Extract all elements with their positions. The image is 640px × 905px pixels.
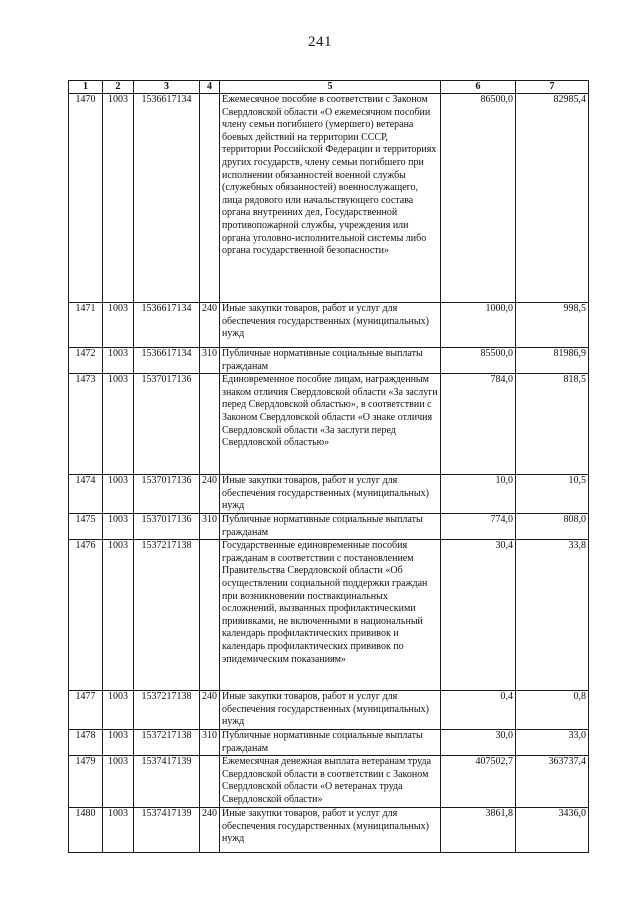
target-article-cell: 1537017136 — [134, 513, 200, 539]
amount-col7-value: 998,5 — [563, 303, 586, 314]
amount-col6-value: 774,0 — [490, 513, 513, 525]
row-number-cell: 1477 — [69, 691, 103, 730]
table-row — [69, 303, 589, 348]
amount-col7-cell — [516, 303, 589, 348]
expense-type-cell: 310 — [200, 348, 220, 374]
section-code-cell: 1003 — [103, 475, 134, 514]
amount-col6-value: 10,0 — [495, 475, 513, 487]
amount-col7-value: 3436,0 — [558, 808, 586, 820]
expense-type-cell — [200, 540, 220, 691]
amount-col7-cell — [516, 94, 589, 303]
amount-col7-value: 33,8 — [568, 540, 586, 552]
amount-col7-value: 363737,4 — [548, 756, 586, 768]
section-code-cell: 1003 — [103, 540, 134, 691]
section-code-cell: 1003 — [103, 808, 134, 853]
target-article-cell: 1537217138 — [134, 540, 200, 691]
header-row — [69, 81, 589, 94]
expense-type-cell — [200, 94, 220, 303]
description-cell: Ежемесячная денежная выплата ветеранам труда Свердловской области в соответствии с Законом Свердловской области «О ветеранах труда Свердловской области» — [220, 756, 441, 808]
amount-col6-value: 407502,7 — [475, 756, 513, 768]
expense-type-cell — [200, 374, 220, 475]
amount-col6-value: 784,0 — [490, 374, 513, 386]
target-article-cell: 1536617134 — [134, 94, 200, 303]
row-number-cell: 1479 — [69, 756, 103, 808]
amount-col6-cell — [441, 94, 516, 303]
amount-col6-value: 86500,0 — [480, 94, 513, 105]
table-row — [69, 374, 589, 475]
table-row — [69, 513, 589, 539]
table-row — [69, 540, 589, 691]
table-row — [69, 348, 589, 374]
target-article-cell: 1536617134 — [134, 348, 200, 374]
header-cell: 5 — [220, 81, 441, 94]
amount-col6-value: 1000,0 — [485, 303, 513, 314]
description-cell: Публичные нормативные социальные выплаты гражданам — [220, 348, 441, 374]
description-cell: Иные закупки товаров, работ и услуг для обеспечения государственных (муниципальных) нужд — [220, 475, 441, 514]
amount-col6-cell — [441, 756, 516, 808]
budget-table — [68, 80, 589, 853]
table-row — [69, 756, 589, 808]
amount-col7-value: 0,8 — [573, 691, 586, 703]
description-cell: Публичные нормативные социальные выплаты гражданам — [220, 513, 441, 539]
amount-col6-cell — [441, 513, 516, 539]
expense-type-cell: 240 — [200, 303, 220, 348]
amount-col6-value: 0,4 — [500, 691, 513, 703]
target-article-cell: 1536617134 — [134, 303, 200, 348]
amount-col6-value: 85500,0 — [480, 348, 513, 359]
target-article-cell: 1537217138 — [134, 691, 200, 730]
amount-col7-value: 818,5 — [563, 374, 586, 386]
amount-col7-cell — [516, 756, 589, 808]
amount-col6-cell — [441, 303, 516, 348]
section-code-cell: 1003 — [103, 691, 134, 730]
amount-col7-cell — [516, 808, 589, 853]
header-cell: 4 — [200, 81, 220, 94]
amount-col6-value: 30,4 — [495, 540, 513, 552]
section-code-cell: 1003 — [103, 756, 134, 808]
amount-col6-cell — [441, 374, 516, 475]
amount-col6-value: 30,0 — [495, 729, 513, 741]
amount-col6-cell — [441, 808, 516, 853]
amount-col6-value: 3861,8 — [485, 808, 513, 820]
amount-col6-cell — [441, 348, 516, 374]
section-code-cell: 1003 — [103, 729, 134, 755]
section-code-cell: 1003 — [103, 303, 134, 348]
amount-col7-cell — [516, 475, 589, 514]
amount-col7-value: 808,0 — [563, 513, 586, 525]
amount-col6-cell — [441, 475, 516, 514]
amount-col7-cell — [516, 540, 589, 691]
expense-type-cell — [200, 756, 220, 808]
expense-type-cell: 240 — [200, 808, 220, 853]
table-row — [69, 808, 589, 853]
section-code-cell: 1003 — [103, 513, 134, 539]
description-cell: Государственные единовременные пособия гражданам в соответствии с постановлением Правительства Свердловской области «Об осуществлении социальной поддержки граждан при возникновении поствакцинальных осложнений, вызванных профилактическими прививками, не включенными в национальный календарь профилактических прививок и календарь профилактических прививок по эпидемическим показаниям» — [220, 540, 441, 691]
section-code-cell: 1003 — [103, 94, 134, 303]
description-cell: Ежемесячное пособие в соответствии с Законом Свердловской области «О ежемесячном пособии члену семьи погибшего (умершего) ветерана боевых действий на территории СССР, территории Российской Федерации и территориях других государств, члену семьи погибшего при исполнении обязанностей военной службы (служебных обязанностей) военнослужащего, лица рядового или начальствующего состава органа внутренних дел, Государственной противопожарной службы, учреждения или органа уголовно-исполнительной системы либо органа государственной безопасности» — [220, 94, 441, 303]
expense-type-cell: 310 — [200, 729, 220, 755]
expense-type-cell: 240 — [200, 691, 220, 730]
row-number-cell: 1478 — [69, 729, 103, 755]
amount-col7-value: 10,5 — [568, 475, 586, 487]
amount-col6-cell — [441, 691, 516, 730]
table-row — [69, 94, 589, 303]
header-cell: 2 — [103, 81, 134, 94]
row-number-cell: 1480 — [69, 808, 103, 853]
expense-type-cell: 240 — [200, 475, 220, 514]
amount-col7-cell — [516, 374, 589, 475]
amount-col7-cell — [516, 513, 589, 539]
row-number-cell: 1475 — [69, 513, 103, 539]
header-cell: 3 — [134, 81, 200, 94]
section-code-cell: 1003 — [103, 374, 134, 475]
amount-col7-cell — [516, 348, 589, 374]
row-number-cell: 1473 — [69, 374, 103, 475]
table-row — [69, 729, 589, 755]
amount-col6-cell — [441, 729, 516, 755]
row-number-cell: 1476 — [69, 540, 103, 691]
description-cell: Публичные нормативные социальные выплаты гражданам — [220, 729, 441, 755]
amount-col7-value: 81986,9 — [553, 348, 586, 359]
description-cell: Иные закупки товаров, работ и услуг для обеспечения государственных (муниципальных) нужд — [220, 691, 441, 730]
header-cell: 6 — [441, 81, 516, 94]
table-row — [69, 691, 589, 730]
amount-col7-cell — [516, 691, 589, 730]
amount-col7-value: 82985,4 — [553, 94, 586, 105]
row-number-cell: 1471 — [69, 303, 103, 348]
target-article-cell: 1537217138 — [134, 729, 200, 755]
target-article-cell: 1537417139 — [134, 756, 200, 808]
expense-type-cell: 310 — [200, 513, 220, 539]
row-number-cell: 1470 — [69, 94, 103, 303]
amount-col7-cell — [516, 729, 589, 755]
target-article-cell: 1537017136 — [134, 374, 200, 475]
page-number: 241 — [308, 34, 332, 50]
row-number-cell: 1472 — [69, 348, 103, 374]
header-cell: 7 — [516, 81, 589, 94]
amount-col6-cell — [441, 540, 516, 691]
table-row — [69, 475, 589, 514]
amount-col7-value: 33,0 — [568, 729, 586, 741]
target-article-cell: 1537417139 — [134, 808, 200, 853]
description-cell: Иные закупки товаров, работ и услуг для обеспечения государственных (муниципальных) нужд — [220, 303, 441, 348]
description-cell: Иные закупки товаров, работ и услуг для обеспечения государственных (муниципальных) нужд — [220, 808, 441, 853]
description-cell: Единовременное пособие лицам, награжденным знаком отличия Свердловской области «За заслуги перед Свердловской областью», в соответствии с Законом Свердловской области «О знаке отличия Свердловской области «За заслуги перед Свердловской областью» — [220, 374, 441, 475]
header-cell: 1 — [69, 81, 103, 94]
target-article-cell: 1537017136 — [134, 475, 200, 514]
section-code-cell: 1003 — [103, 348, 134, 374]
row-number-cell: 1474 — [69, 475, 103, 514]
